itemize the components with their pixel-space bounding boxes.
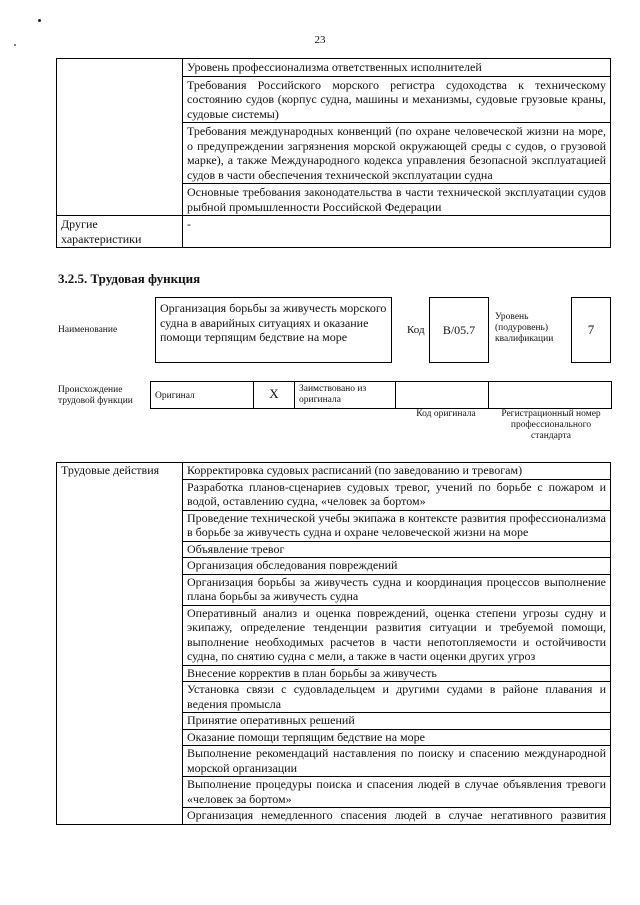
level-label: Уровень (подуровень) квалификации — [495, 312, 554, 344]
original-label: Оригинал — [150, 381, 254, 409]
labor-action-item: Организация обследования повреждений — [183, 558, 611, 575]
table-row — [57, 463, 611, 480]
code-original-caption: Код оригинала — [416, 409, 476, 419]
labor-action-item: Выполнение процедуры поиска и спасения людей в случае объявления тревоги «человек за бортом» — [183, 777, 611, 808]
original-mark: X — [253, 381, 295, 409]
labor-action-item: Оперативный анализ и оценка повреждений, оценка степени угрозы судну и экипажу, определение тенденции развития ситуации и требуемой помощи, выполнение необходимых расчетов в части непотопляемости и остойчивости судна, по снятию судна с мели, а также в части оценки других угроз — [183, 605, 611, 665]
reg-number-cell — [488, 381, 612, 409]
labor-action-item: Выполнение рекомендаций наставления по поиску и спасению международной морской организации — [183, 746, 611, 777]
origin-row — [150, 381, 612, 409]
borrowed-label: Заимствовано из оригинала — [294, 381, 396, 409]
requirement-text: Основные требования законодательства в части технической эксплуатации судов рыбной промышленности Российской Федерации — [183, 184, 611, 216]
page-number: 23 — [314, 34, 326, 46]
labor-action-item: Оказание помощи терпящим бедствие на море — [183, 729, 611, 746]
name-label: Наименование — [58, 325, 118, 335]
qualification-level: 7 — [571, 297, 611, 363]
labor-actions-table — [56, 462, 611, 825]
requirement-text: Требования Российского морского регистра судоходства к техническому состоянию судов (корпус судна, машины и механизмы, судовые грузовые краны, судовые системы) — [183, 76, 611, 123]
labor-action-item: Внесение корректив в план борьбы за живучесть — [183, 665, 611, 682]
requirement-text: Уровень профессионализма ответственных исполнителей — [183, 59, 611, 77]
labor-action-item: Корректировка судовых расписаний (по заведованию и тревогам) — [183, 463, 611, 480]
labor-action-item: Установка связи с судовладельцем и другими судами в районе плавания и ведения промысла — [183, 682, 611, 713]
code-label: Код — [407, 324, 425, 336]
function-code: B/05.7 — [429, 297, 489, 363]
labor-action-item: Принятие оперативных решений — [183, 713, 611, 730]
requirements-table — [56, 58, 611, 248]
labor-action-item: Объявление тревог — [183, 541, 611, 558]
table-row — [57, 59, 611, 77]
labor-action-item: Разработка планов-сценариев судовых тревог, учений по борьбе с пожаром и водой, оставлению судна, «человек за бортом» — [183, 479, 611, 510]
labor-action-item: Проведение технической учебы экипажа в контексте развития профессионализма в борьбе за живучесть судна и охране человеческой жизни на море — [183, 510, 611, 541]
origin-label: Происхождение трудовой функции — [58, 385, 133, 406]
section-title: 3.2.5. Трудовая функция — [58, 271, 201, 286]
reg-number-caption: Регистрационный номер профессионального стандарта — [501, 409, 601, 441]
labor-actions-label: Трудовые действия — [57, 463, 183, 825]
labor-action-item: Организация борьбы за живучесть судна и координация процессов выполнение плана борьбы за живучесть судна — [183, 574, 611, 605]
row-label — [57, 59, 183, 216]
scan-dot — [38, 19, 41, 22]
labor-action-item: Организация немедленного спасения людей в случае негативного развития — [183, 808, 611, 825]
function-name: Организация борьбы за живучесть морского судна в аварийных ситуациях и оказание помощи терпящим бедствие на море — [155, 297, 392, 363]
table-row — [57, 216, 611, 248]
requirement-text: Требования международных конвенций (по охране человеческой жизни на море, о предупреждении загрязнения морской окружающей среды с судов, о грузовой марке), а также Международного кодекса управления безопасной эксплуатацией судов в части обеспечения технической эксплуатации судна — [183, 123, 611, 184]
original-code-cell — [395, 381, 489, 409]
row-label-other: Другие характеристики — [57, 216, 183, 248]
requirement-text: - — [183, 216, 611, 248]
